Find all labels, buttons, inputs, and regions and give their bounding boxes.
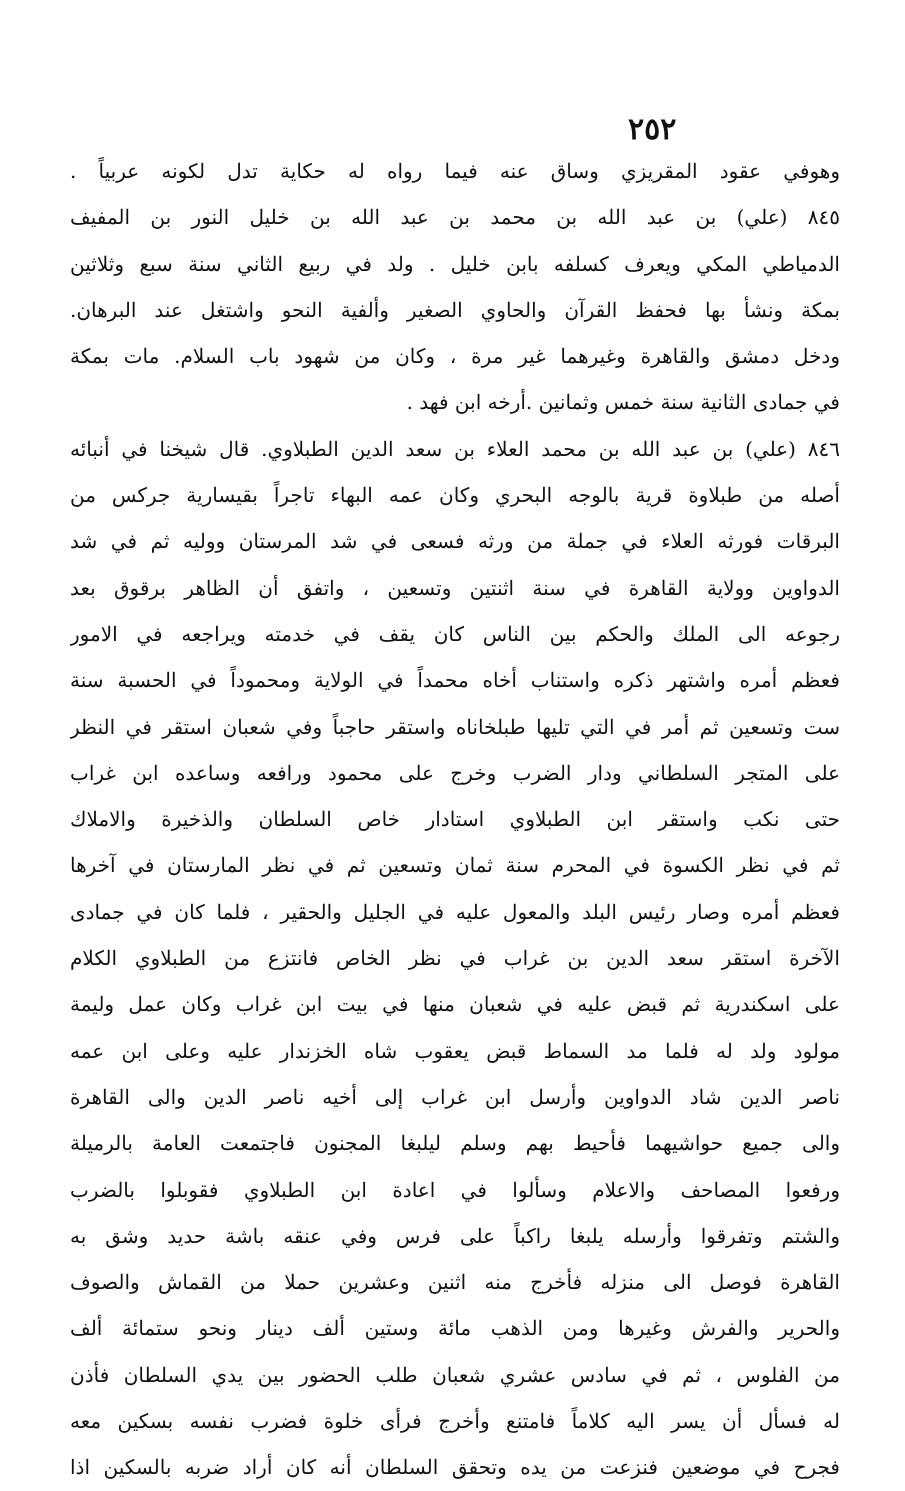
text-line: ست وتسعين ثم أمر في التي تليها طبلخاناه واستقر حاجباً وفي شعبان استقر في النظر [70,714,840,739]
text-line: ورفعوا المصاحف والاعلام وسألوا في اعادة ابن الطبلاوي فقوبلوا بالضرب [70,1177,840,1202]
text-line: مولود ولد له فلما مد السماط قبض يعقوب شاه الخزندار عليه وعلى ابن عمه [70,1038,840,1063]
text-line: فجرح في موضعين فنزعت من يده وتحقق السلطان أنه كان أراد ضربه بالسكين اذا [70,1455,840,1480]
text-line: البرقات فورثه العلاء في جملة من ورثه فسعى في شد المرستان ووليه ثم في شد [70,529,840,554]
text-line: رجوعه الى الملك والحكم بين الناس كان يقف في خدمته ويراجعه في الامور [70,621,840,646]
text-line: من الفلوس ، ثم في سادس عشري شعبان طلب الحضور بين يدي السلطان فأذن [70,1362,840,1387]
text-line: بمكة ونشأ بها فحفظ القرآن والحاوي الصغير وألفية النحو واشتغل عند البرهان. [70,297,840,322]
page-number: ٢٥٢ [628,112,677,147]
text-line: في جمادى الثانية سنة خمس وثمانين .أرخه ابن فهد . [406,390,840,415]
text-line: ٨٤٦ (علي) بن عبد الله بن محمد العلاء بن سعد الدين الطبلاوي. قال شيخنا في أنبائه [70,436,840,461]
text-line: على اسكندرية ثم قبض عليه في شعبان منها في بيت ابن غراب وكان عمل وليمة [70,992,840,1017]
text-line: والحرير والفرش وغيرها ومن الذهب مائة وستين ألف دينار ونحو ستمائة ألف [70,1316,840,1341]
text-line: فعظم أمره وصار رئيس البلد والمعول عليه في الجليل والحقير ، فلما كان في جمادى [70,899,840,924]
text-line: وهوفي عقود المقريزي وساق عنه فيما رواه له حكاية تدل لكونه عربياً . [70,159,840,183]
text-line: الآخرة استقر سعد الدين بن غراب في نظر الخاص فانتزع من الطبلاوي الكلام [70,946,840,971]
body-text [70,148,840,1491]
text-line: والشتم وتفرقوا وأرسله يلبغا راكباً على فرس وفي عنقه باشة حديد وشق به [70,1223,840,1248]
text-line: له فسأل أن يسر اليه كلاماً فامتنع وأخرج فرأى خلوة فضرب نفسه بسكين معه [70,1409,840,1434]
text-line: الدواوين وولاية القاهرة في سنة اثنتين وتسعين ، واتفق أن الظاهر برقوق بعد [70,575,840,600]
text-line: الدمياطي المكي ويعرف كسلفه بابن خليل . ولد في ربيع الثاني سنة سبع وثلاثين [70,251,840,276]
text-line: فعظم أمره واشتهر ذكره واستناب أخاه محمداً في الولاية ومحموداً في الحسبة سنة [70,668,840,693]
text-line: أصله من طبلاوة قرية بالوجه البحري وكان عمه البهاء تاجراً بقيسارية جركس من [70,483,840,508]
text-line: ثم في نظر الكسوة في المحرم سنة ثمان وتسعين ثم في نظر المارستان في آخرها [70,853,840,878]
text-line: ودخل دمشق والقاهرة وغيرهما غير مرة ، وكان من شهود باب السلام. مات بمكة [70,344,840,369]
text-line: والى جميع حواشيهما فأحيط بهم وسلم ليلبغا المجنون فاجتمعت العامة بالرميلة [70,1131,840,1156]
text-line: حتى نكب واستقر ابن الطبلاوي استادار خاص السلطان والذخيرة والاملاك [70,807,840,832]
text-line: ناصر الدين شاد الدواوين وأرسل ابن غراب إلى أخيه ناصر الدين والى القاهرة [70,1084,840,1109]
text-line: القاهرة فوصل الى منزله فأخرج منه اثنين وعشرين حملا من القماش والصوف [70,1270,840,1295]
text-line: ٨٤٥ (علي) بن عبد الله بن محمد بن عبد الله بن خليل النور بن المفيف [70,205,840,230]
text-line: على المتجر السلطاني ودار الضرب وخرج على محمود ورافعه وساعده ابن غراب [70,760,840,785]
